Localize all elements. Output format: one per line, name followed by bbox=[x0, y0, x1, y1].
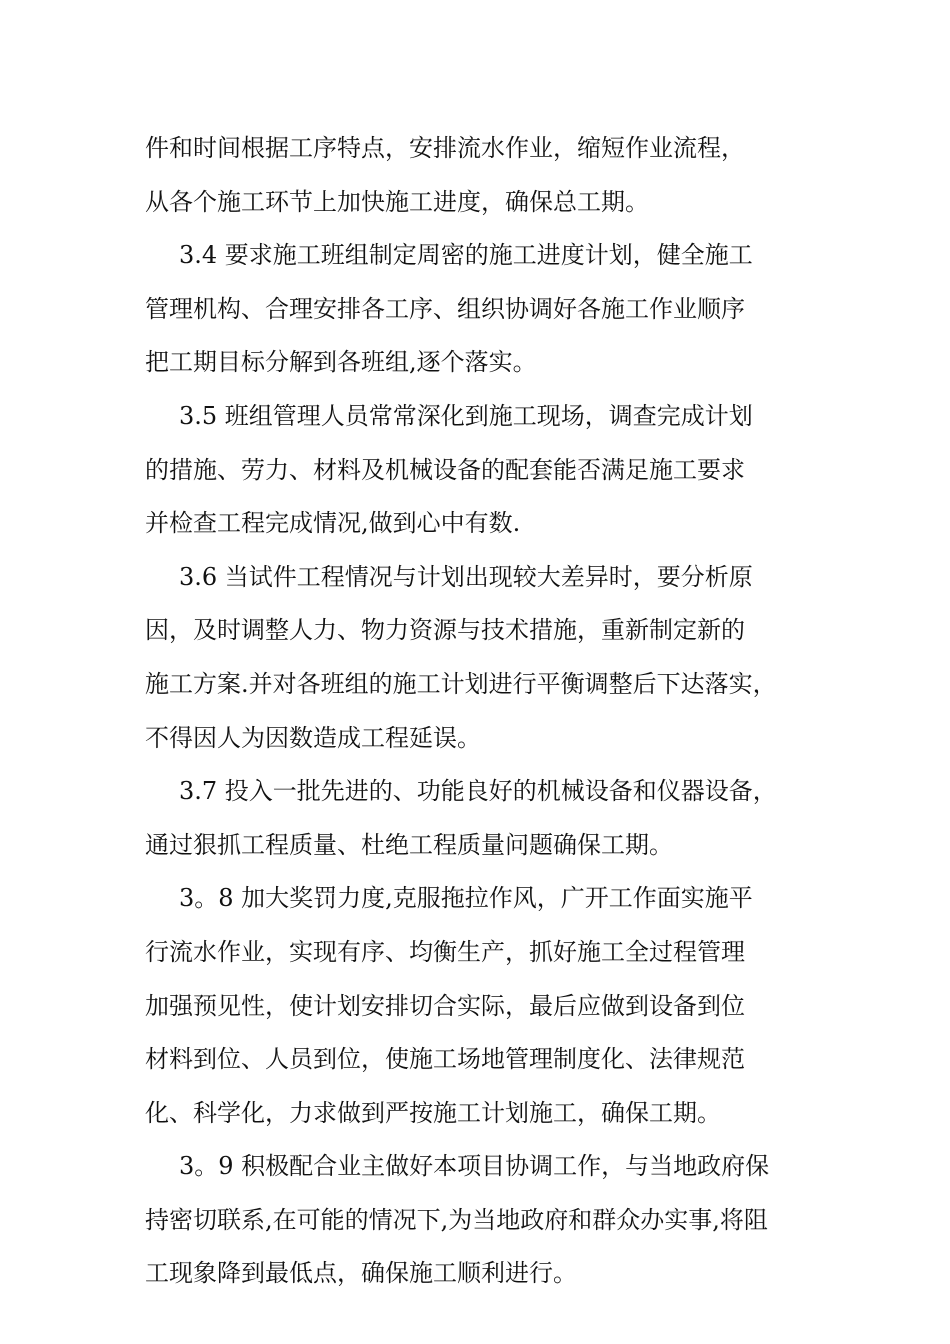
text-line: 施工方案.并对各班组的施工计划进行平衡调整后下达落实， bbox=[145, 669, 777, 698]
text-line: 3.4 要求施工班组制定周密的施工进度计划，健全施工 bbox=[179, 241, 753, 270]
text-line: 化、科学化，力求做到严按施工计划施工，确保工期。 bbox=[145, 1098, 721, 1127]
text-line: 持密切联系,在可能的情况下,为当地政府和群众办实事,将阻 bbox=[145, 1205, 768, 1234]
text-line: 加强预见性，使计划安排切合实际，最后应做到设备到位 bbox=[145, 991, 745, 1020]
text-line: 3。9 积极配合业主做好本项目协调工作，与当地政府保 bbox=[179, 1152, 770, 1181]
text-line: 工现象降到最低点，确保施工顺利进行。 bbox=[145, 1259, 577, 1288]
text-line: 通过狠抓工程质量、杜绝工程质量问题确保工期。 bbox=[145, 830, 673, 859]
text-line: 3.7 投入一批先进的、功能良好的机械设备和仪器设备， bbox=[179, 777, 777, 806]
text-line: 件和时间根据工序特点，安排流水作业，缩短作业流程， bbox=[145, 134, 745, 162]
text-line: 行流水作业，实现有序、均衡生产，抓好施工全过程管理 bbox=[145, 937, 745, 966]
text-line: 3.6 当试件工程情况与计划出现较大差异时，要分析原 bbox=[179, 562, 753, 591]
paragraph-3-9 bbox=[145, 1140, 825, 1301]
paragraph-3-8 bbox=[145, 872, 825, 1140]
text-line: 3。8 加大奖罚力度,克服拖拉作风，广开工作面实施平 bbox=[179, 884, 753, 913]
paragraph-3-5 bbox=[145, 390, 825, 551]
text-line: 从各个施工环节上加快施工进度，确保总工期。 bbox=[145, 187, 649, 216]
text-line: 并检查工程完成情况,做到心中有数. bbox=[145, 509, 521, 538]
text-line: 材料到位、人员到位，使施工场地管理制度化、法律规范 bbox=[145, 1045, 745, 1074]
text-line: 因，及时调整人力、物力资源与技术措施，重新制定新的 bbox=[145, 616, 745, 645]
paragraph-3-6 bbox=[145, 551, 825, 765]
text-line: 的措施、劳力、材料及机械设备的配套能否满足施工要求 bbox=[145, 455, 745, 484]
document-body bbox=[145, 122, 825, 1301]
text-line: 把工期目标分解到各班组,逐个落实。 bbox=[145, 348, 537, 377]
paragraph-3-4 bbox=[145, 229, 825, 390]
text-line: 管理机构、合理安排各工序、组织协调好各施工作业顺序 bbox=[145, 294, 745, 323]
paragraph-3-7 bbox=[145, 765, 825, 872]
text-line: 3.5 班组管理人员常常深化到施工现场，调查完成计划 bbox=[179, 401, 753, 430]
paragraph-continuation bbox=[145, 122, 825, 229]
text-line: 不得因人为因数造成工程延误。 bbox=[145, 723, 481, 752]
